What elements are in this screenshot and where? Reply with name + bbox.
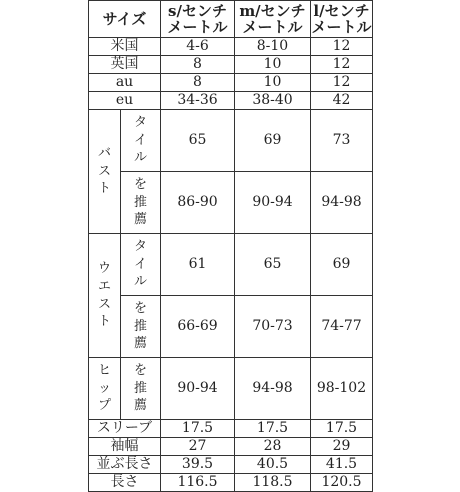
bottom-label-3: 長さ (88, 473, 161, 492)
group-value: 73 (310, 109, 373, 172)
row-value: 42 (310, 91, 373, 110)
bottom-value: 27 (160, 437, 235, 456)
group-sub-label: を 推 薦 (120, 295, 161, 358)
bottom-label-1: 袖幅 (88, 437, 161, 456)
group-sub-label: タ イ ル (120, 233, 161, 296)
bottom-value: 120.5 (310, 473, 373, 492)
bottom-value: 17.5 (160, 419, 235, 438)
group-value: 70-73 (234, 295, 311, 358)
row-value: 12 (310, 37, 373, 56)
header-col-2: l/センチ メートル (311, 1, 372, 36)
header-col-0: s/センチ メートル (160, 0, 235, 38)
row-value: 8 (160, 55, 235, 74)
group-value: 94-98 (234, 357, 311, 420)
row-value: 8-10 (234, 37, 311, 56)
row-label-0: 米国 (88, 37, 161, 56)
row-value: 10 (234, 73, 311, 92)
group-value: 69 (310, 233, 373, 296)
group-value: 90-94 (234, 171, 311, 234)
row-value: 10 (234, 55, 311, 74)
bottom-value: 40.5 (234, 455, 311, 474)
group-label-2: ヒ ッ プ (88, 357, 121, 420)
bottom-value: 17.5 (234, 419, 311, 438)
row-label-3: eu (88, 91, 161, 110)
row-value: 4-6 (160, 37, 235, 56)
group-value: 61 (160, 233, 235, 296)
row-value: 8 (160, 73, 235, 92)
bottom-value: 116.5 (160, 473, 235, 492)
row-value: 38-40 (234, 91, 311, 110)
bottom-label-0: スリーブ (88, 419, 161, 438)
bottom-label-2: 並ぶ長さ (88, 455, 161, 474)
bottom-value: 41.5 (310, 455, 373, 474)
row-value: 34-36 (160, 91, 235, 110)
group-value: 69 (234, 109, 311, 172)
row-label-2: au (88, 73, 161, 92)
bottom-value: 28 (234, 437, 311, 456)
header-col-1: m/センチ メートル (234, 0, 311, 38)
group-value: 98-102 (310, 357, 373, 420)
bottom-value: 29 (310, 437, 373, 456)
group-sub-label: を 推 薦 (120, 171, 161, 234)
group-label-1: ウ エ ス ト (88, 233, 121, 358)
group-value: 74-77 (310, 295, 373, 358)
group-sub-label: を 推 薦 (120, 357, 161, 420)
header-size-label: サイズ (88, 0, 161, 38)
group-sub-label: タ イ ル (120, 109, 161, 172)
bottom-value: 118.5 (234, 473, 311, 492)
row-value: 12 (310, 73, 373, 92)
group-value: 90-94 (160, 357, 235, 420)
group-value: 94-98 (310, 171, 373, 234)
group-value: 65 (160, 109, 235, 172)
row-value: 12 (310, 55, 373, 74)
bottom-value: 39.5 (160, 455, 235, 474)
group-value: 86-90 (160, 171, 235, 234)
group-value: 66-69 (160, 295, 235, 358)
group-label-0: バ ス ト (88, 109, 121, 234)
group-value: 65 (234, 233, 311, 296)
bottom-value: 17.5 (310, 419, 373, 438)
row-label-1: 英国 (88, 55, 161, 74)
